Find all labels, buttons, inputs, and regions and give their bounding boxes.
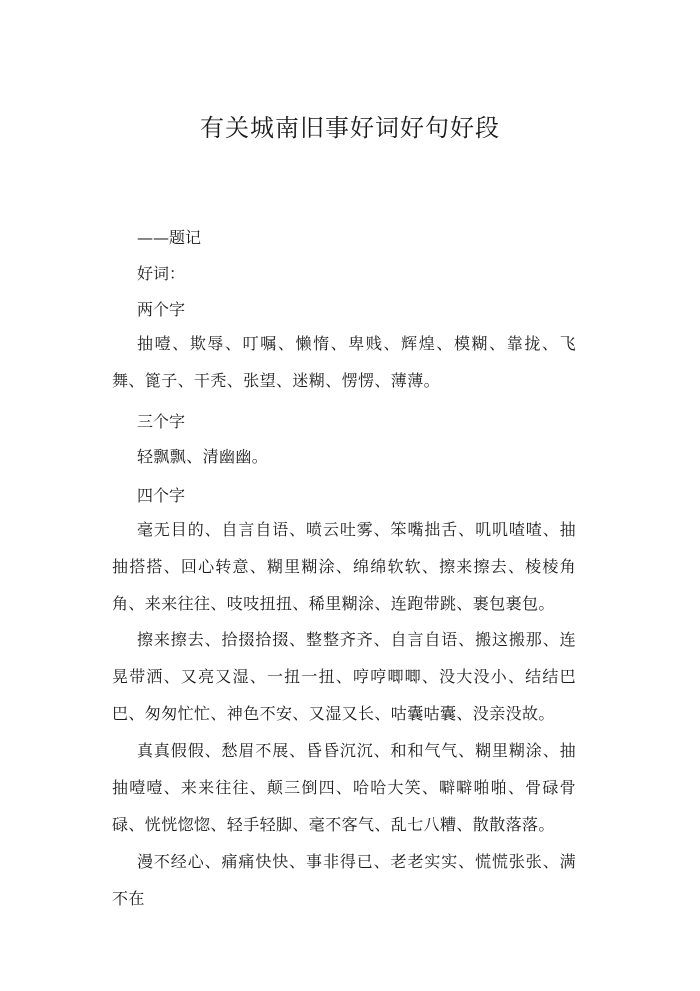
heading-four-char: 四个字	[137, 486, 186, 505]
section-label: 好词：	[137, 264, 186, 283]
paragraph-three-char: 轻飘飘、清幽幽。	[137, 447, 269, 466]
subtitle-note: ——题记	[137, 228, 202, 247]
heading-three-char: 三个字	[137, 412, 186, 431]
paragraph-four-char-1: 毫无目的、自言自语、喷云吐雾、笨嘴拙舌、叽叽喳喳、抽抽搭搭、回心转意、糊里糊涂、绵绵软软、擦来擦去、棱棱角角、来来往往、吱吱扭扭、稀里糊涂、连跑带跳、裹包裹包。	[112, 520, 576, 613]
page-title: 有关城南旧事好词好句好段	[200, 114, 500, 142]
heading-two-char: 两个字	[137, 300, 186, 319]
paragraph-four-char-3: 真真假假、愁眉不展、昏昏沉沉、和和气气、糊里糊涂、抽抽噎噎、来来往往、颠三倒四、哈哈大笑、噼噼啪啪、骨碌骨碌、恍恍惚惚、轻手轻脚、毫不客气、乱七八糟、散散落落。	[112, 741, 576, 834]
paragraph-four-char-4: 漫不经心、痛痛快快、事非得已、老老实实、慌慌张张、满不在	[112, 852, 576, 908]
paragraph-two-char: 抽噎、欺辱、叮嘱、懒惰、卑贱、辉煌、模糊、靠拢、飞舞、篦子、干秃、张望、迷糊、愣愣、薄薄。	[112, 334, 576, 390]
paragraph-four-char-2: 擦来擦去、拾掇拾掇、整整齐齐、自言自语、搬这搬那、连晃带洒、又亮又湿、一扭一扭、哼哼唧唧、没大没小、结结巴巴、匆匆忙忙、神色不安、又湿又长、咕囊咕囊、没亲没故。	[112, 630, 576, 723]
